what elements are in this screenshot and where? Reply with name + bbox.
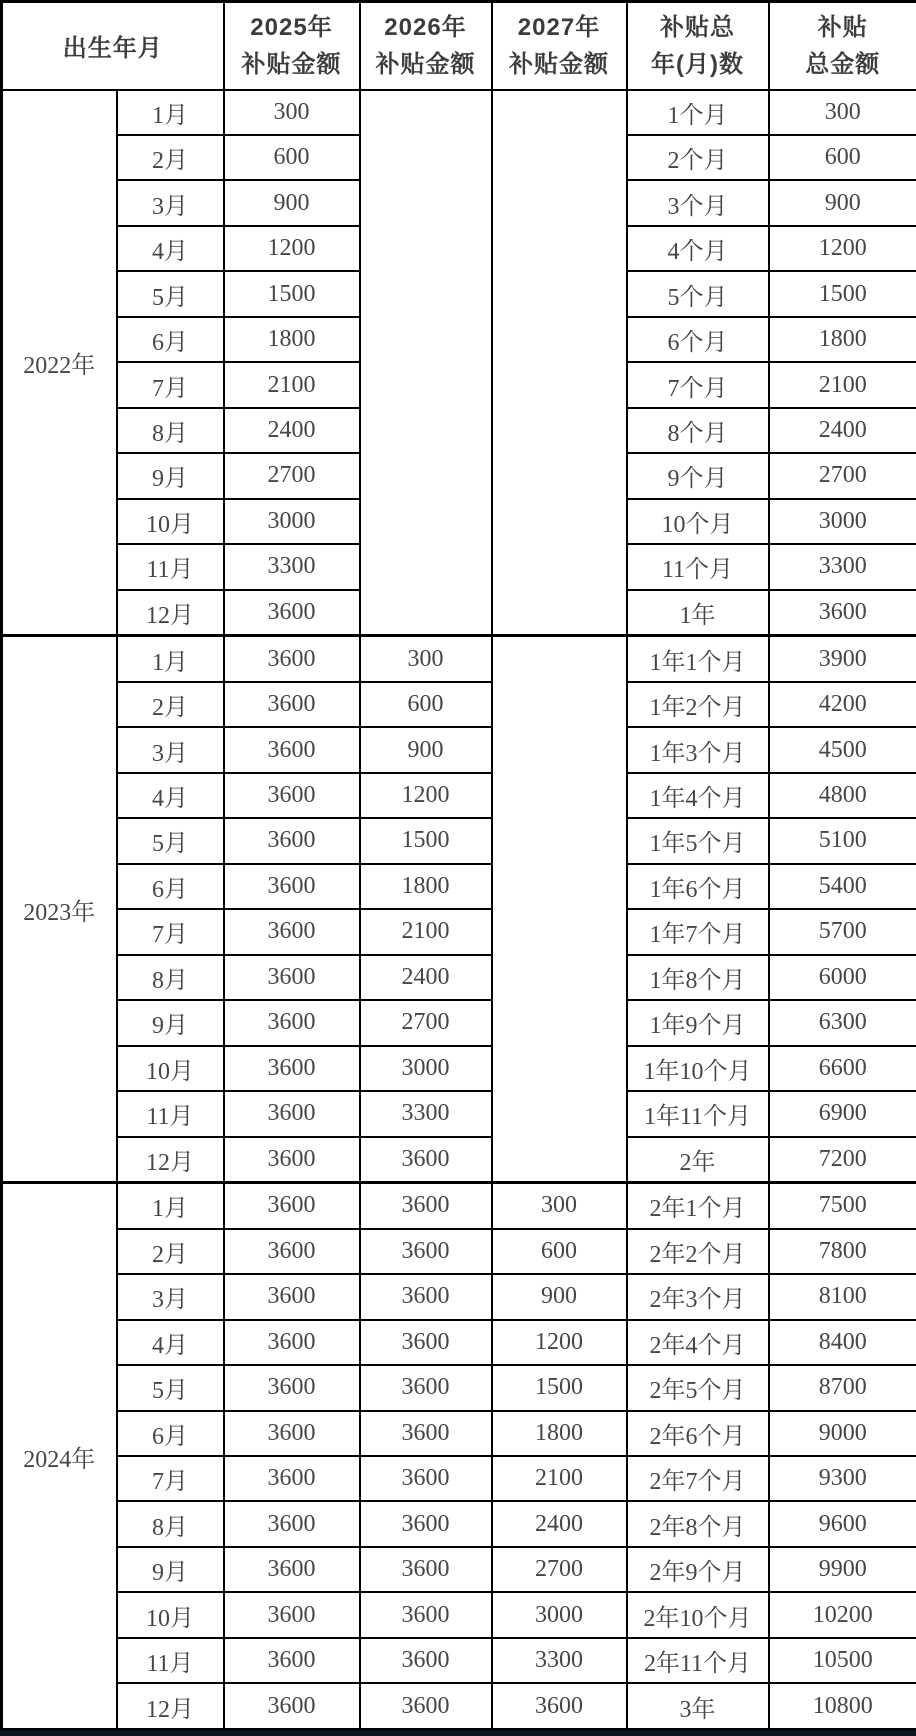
amount-2026-cell: 3600 <box>360 1274 492 1319</box>
amount-2025-cell: 3300 <box>224 544 360 589</box>
table-row <box>2 864 916 909</box>
total-period-cell: 2年7个月 <box>627 1456 769 1501</box>
total-period-cell: 3个月 <box>627 180 769 225</box>
month-cell: 12月 <box>117 1683 224 1729</box>
total-amount-cell: 4200 <box>769 682 916 727</box>
amount-2025-cell: 2700 <box>224 453 360 498</box>
table-row <box>2 909 916 954</box>
header-line: 补贴金额 <box>375 50 476 78</box>
amount-2026-cell: 3600 <box>360 1365 492 1410</box>
amount-2025-cell: 3600 <box>224 1000 360 1045</box>
amount-2025-cell: 3600 <box>224 590 360 636</box>
amount-2025-cell: 300 <box>224 90 360 135</box>
total-period-cell: 2年10个月 <box>627 1592 769 1637</box>
amount-2026-cell: 3300 <box>360 1091 492 1136</box>
month-cell: 12月 <box>117 590 224 636</box>
amount-2025-cell: 3600 <box>224 1456 360 1501</box>
amount-2025-cell: 3600 <box>224 1091 360 1136</box>
month-cell: 1月 <box>117 90 224 135</box>
total-period-cell: 2个月 <box>627 135 769 180</box>
month-cell: 4月 <box>117 773 224 818</box>
month-cell: 11月 <box>117 1091 224 1136</box>
total-amount-cell: 2400 <box>769 408 916 453</box>
amount-2026-cell: 2700 <box>360 1000 492 1045</box>
total-amount-cell: 2700 <box>769 453 916 498</box>
header-total-amount <box>769 2 916 90</box>
month-cell: 2月 <box>117 1229 224 1274</box>
month-cell: 10月 <box>117 499 224 544</box>
amount-2025-cell: 3600 <box>224 727 360 772</box>
amount-2026-cell: 3600 <box>360 1592 492 1637</box>
amount-2027-empty-cell <box>492 90 627 636</box>
month-cell: 6月 <box>117 864 224 909</box>
total-amount-cell: 900 <box>769 180 916 225</box>
amount-2025-cell: 2400 <box>224 408 360 453</box>
year-cell: 2024年 <box>2 1183 117 1729</box>
month-cell: 3月 <box>117 1274 224 1319</box>
total-amount-cell: 3600 <box>769 590 916 636</box>
amount-2025-cell: 900 <box>224 180 360 225</box>
month-cell: 4月 <box>117 226 224 271</box>
amount-2025-cell: 3600 <box>224 773 360 818</box>
amount-2026-cell: 1500 <box>360 818 492 863</box>
month-cell: 3月 <box>117 180 224 225</box>
amount-2027-cell: 1800 <box>492 1411 627 1456</box>
amount-2025-cell: 3600 <box>224 864 360 909</box>
table-row <box>2 1411 916 1456</box>
year-cell: 2022年 <box>2 90 117 636</box>
total-period-cell: 2年5个月 <box>627 1365 769 1410</box>
total-amount-cell: 8400 <box>769 1320 916 1365</box>
total-period-cell: 1年8个月 <box>627 955 769 1000</box>
month-cell: 7月 <box>117 1456 224 1501</box>
total-period-cell: 2年4个月 <box>627 1320 769 1365</box>
amount-2025-cell: 3600 <box>224 1547 360 1592</box>
header-line: 补贴金额 <box>241 50 342 78</box>
month-cell: 2月 <box>117 135 224 180</box>
month-cell: 8月 <box>117 1501 224 1546</box>
amount-2026-cell: 3600 <box>360 1411 492 1456</box>
total-amount-cell: 8100 <box>769 1274 916 1319</box>
header-2027-amount <box>492 2 627 90</box>
amount-2026-cell: 3000 <box>360 1046 492 1091</box>
total-period-cell: 1年6个月 <box>627 864 769 909</box>
amount-2025-cell: 3600 <box>224 1320 360 1365</box>
total-amount-cell: 9600 <box>769 1501 916 1546</box>
amount-2026-empty-cell <box>360 90 492 636</box>
amount-2026-cell: 2400 <box>360 955 492 1000</box>
month-cell: 10月 <box>117 1592 224 1637</box>
total-period-cell: 6个月 <box>627 317 769 362</box>
amount-2025-cell: 3600 <box>224 955 360 1000</box>
amount-2026-cell: 3600 <box>360 1183 492 1229</box>
amount-2025-cell: 3600 <box>224 818 360 863</box>
total-amount-cell: 10500 <box>769 1638 916 1683</box>
header-birth-year-month: 出生年月 <box>2 2 224 90</box>
month-cell: 11月 <box>117 1638 224 1683</box>
amount-2027-cell: 3300 <box>492 1638 627 1683</box>
total-amount-cell: 3000 <box>769 499 916 544</box>
amount-2026-cell: 3600 <box>360 1320 492 1365</box>
amount-2026-cell: 2100 <box>360 909 492 954</box>
header-line: 2026年 <box>384 13 467 41</box>
month-cell: 10月 <box>117 1046 224 1091</box>
amount-2025-cell: 3600 <box>224 1229 360 1274</box>
table-row <box>2 1000 916 1045</box>
header-row <box>2 2 916 90</box>
amount-2026-cell: 3600 <box>360 1547 492 1592</box>
table-row <box>2 727 916 772</box>
total-period-cell: 9个月 <box>627 453 769 498</box>
total-amount-cell: 8700 <box>769 1365 916 1410</box>
table-row <box>2 1365 916 1410</box>
table-row <box>2 1683 916 1729</box>
total-period-cell: 1年3个月 <box>627 727 769 772</box>
header-2026-amount <box>360 2 492 90</box>
month-cell: 5月 <box>117 1365 224 1410</box>
amount-2026-cell: 3600 <box>360 1456 492 1501</box>
total-period-cell: 1年4个月 <box>627 773 769 818</box>
header-line: 年(月)数 <box>651 50 744 78</box>
header-total-period <box>627 2 769 90</box>
header-line: 2025年 <box>250 13 333 41</box>
total-period-cell: 2年9个月 <box>627 1547 769 1592</box>
amount-2026-cell: 3600 <box>360 1501 492 1546</box>
table-row <box>2 682 916 727</box>
amount-2027-cell: 900 <box>492 1274 627 1319</box>
total-amount-cell: 9300 <box>769 1456 916 1501</box>
header-2025-amount <box>224 2 360 90</box>
amount-2025-cell: 3000 <box>224 499 360 544</box>
month-cell: 2月 <box>117 682 224 727</box>
table-row <box>2 1320 916 1365</box>
total-amount-cell: 10200 <box>769 1592 916 1637</box>
amount-2025-cell: 3600 <box>224 1683 360 1729</box>
table-row <box>2 636 916 682</box>
month-cell: 4月 <box>117 1320 224 1365</box>
table-row <box>2 90 916 135</box>
total-amount-cell: 6900 <box>769 1091 916 1136</box>
total-amount-cell: 3900 <box>769 636 916 682</box>
total-amount-cell: 3300 <box>769 544 916 589</box>
total-period-cell: 3年 <box>627 1683 769 1729</box>
amount-2025-cell: 3600 <box>224 1137 360 1183</box>
amount-2025-cell: 600 <box>224 135 360 180</box>
total-amount-cell: 300 <box>769 90 916 135</box>
amount-2027-cell: 3600 <box>492 1683 627 1729</box>
total-amount-cell: 1200 <box>769 226 916 271</box>
table-row <box>2 1046 916 1091</box>
bottom-bar <box>0 1730 916 1736</box>
amount-2025-cell: 3600 <box>224 1046 360 1091</box>
header-line: 补贴总 <box>660 13 735 41</box>
month-cell: 9月 <box>117 1000 224 1045</box>
total-period-cell: 1年2个月 <box>627 682 769 727</box>
total-period-cell: 8个月 <box>627 408 769 453</box>
total-period-cell: 11个月 <box>627 544 769 589</box>
month-cell: 6月 <box>117 317 224 362</box>
month-cell: 5月 <box>117 818 224 863</box>
month-cell: 7月 <box>117 362 224 407</box>
table-row <box>2 1091 916 1136</box>
amount-2025-cell: 3600 <box>224 1274 360 1319</box>
amount-2025-cell: 2100 <box>224 362 360 407</box>
total-amount-cell: 5400 <box>769 864 916 909</box>
total-period-cell: 1年7个月 <box>627 909 769 954</box>
total-period-cell: 7个月 <box>627 362 769 407</box>
amount-2026-cell: 3600 <box>360 1137 492 1183</box>
total-amount-cell: 7800 <box>769 1229 916 1274</box>
table-row <box>2 773 916 818</box>
total-period-cell: 5个月 <box>627 271 769 316</box>
header-line: 补贴金额 <box>509 50 609 78</box>
header-line: 2027年 <box>517 13 601 41</box>
total-amount-cell: 4800 <box>769 773 916 818</box>
total-period-cell: 2年1个月 <box>627 1183 769 1229</box>
total-period-cell: 2年6个月 <box>627 1411 769 1456</box>
total-amount-cell: 5100 <box>769 818 916 863</box>
total-amount-cell: 9900 <box>769 1547 916 1592</box>
month-cell: 7月 <box>117 909 224 954</box>
amount-2026-cell: 300 <box>360 636 492 682</box>
amount-2025-cell: 3600 <box>224 682 360 727</box>
total-amount-cell: 2100 <box>769 362 916 407</box>
table-row <box>2 1592 916 1637</box>
total-period-cell: 1年5个月 <box>627 818 769 863</box>
amount-2027-cell: 2400 <box>492 1501 627 1546</box>
amount-2025-cell: 1500 <box>224 271 360 316</box>
total-period-cell: 2年8个月 <box>627 1501 769 1546</box>
month-cell: 1月 <box>117 636 224 682</box>
amount-2026-cell: 3600 <box>360 1638 492 1683</box>
amount-2027-cell: 3000 <box>492 1592 627 1637</box>
amount-2027-cell: 2100 <box>492 1456 627 1501</box>
total-period-cell: 4个月 <box>627 226 769 271</box>
month-cell: 6月 <box>117 1411 224 1456</box>
amount-2026-cell: 1200 <box>360 773 492 818</box>
total-period-cell: 1年11个月 <box>627 1091 769 1136</box>
amount-2025-cell: 3600 <box>224 1411 360 1456</box>
amount-2025-cell: 3600 <box>224 636 360 682</box>
table-row <box>2 1229 916 1274</box>
table-row <box>2 955 916 1000</box>
month-cell: 9月 <box>117 453 224 498</box>
total-amount-cell: 5700 <box>769 909 916 954</box>
month-cell: 9月 <box>117 1547 224 1592</box>
total-period-cell: 1年1个月 <box>627 636 769 682</box>
year-cell: 2023年 <box>2 636 117 1183</box>
total-period-cell: 1年9个月 <box>627 1000 769 1045</box>
amount-2026-cell: 900 <box>360 727 492 772</box>
table-body <box>2 90 916 1730</box>
amount-2025-cell: 3600 <box>224 1501 360 1546</box>
amount-2025-cell: 3600 <box>224 1638 360 1683</box>
month-cell: 1月 <box>117 1183 224 1229</box>
table-row <box>2 1137 916 1183</box>
amount-2025-cell: 1800 <box>224 317 360 362</box>
amount-2027-cell: 300 <box>492 1183 627 1229</box>
total-period-cell: 1年 <box>627 590 769 636</box>
amount-2025-cell: 3600 <box>224 1183 360 1229</box>
amount-2025-cell: 1200 <box>224 226 360 271</box>
amount-2027-empty-cell <box>492 636 627 1183</box>
total-amount-cell: 6300 <box>769 1000 916 1045</box>
total-period-cell: 2年 <box>627 1137 769 1183</box>
total-amount-cell: 6600 <box>769 1046 916 1091</box>
table-row <box>2 818 916 863</box>
total-amount-cell: 1500 <box>769 271 916 316</box>
amount-2027-cell: 2700 <box>492 1547 627 1592</box>
table-row <box>2 1501 916 1546</box>
month-cell: 11月 <box>117 544 224 589</box>
header-line: 补贴 <box>817 13 868 41</box>
table-row <box>2 1638 916 1683</box>
month-cell: 5月 <box>117 271 224 316</box>
amount-2027-cell: 1200 <box>492 1320 627 1365</box>
month-cell: 8月 <box>117 955 224 1000</box>
header-line: 总金额 <box>805 50 881 78</box>
total-amount-cell: 1800 <box>769 317 916 362</box>
total-period-cell: 10个月 <box>627 499 769 544</box>
table-row <box>2 1274 916 1319</box>
total-amount-cell: 4500 <box>769 727 916 772</box>
total-period-cell: 2年11个月 <box>627 1638 769 1683</box>
table-header <box>2 2 916 90</box>
amount-2026-cell: 600 <box>360 682 492 727</box>
amount-2027-cell: 1500 <box>492 1365 627 1410</box>
amount-2026-cell: 3600 <box>360 1229 492 1274</box>
total-amount-cell: 7500 <box>769 1183 916 1229</box>
total-period-cell: 1个月 <box>627 90 769 135</box>
total-amount-cell: 6000 <box>769 955 916 1000</box>
total-amount-cell: 10800 <box>769 1683 916 1729</box>
month-cell: 12月 <box>117 1137 224 1183</box>
total-period-cell: 1年10个月 <box>627 1046 769 1091</box>
amount-2026-cell: 1800 <box>360 864 492 909</box>
amount-2026-cell: 3600 <box>360 1683 492 1729</box>
total-period-cell: 2年3个月 <box>627 1274 769 1319</box>
total-amount-cell: 600 <box>769 135 916 180</box>
amount-2025-cell: 3600 <box>224 909 360 954</box>
amount-2025-cell: 3600 <box>224 1592 360 1637</box>
amount-2025-cell: 3600 <box>224 1365 360 1410</box>
table-row <box>2 1456 916 1501</box>
month-cell: 8月 <box>117 408 224 453</box>
total-amount-cell: 7200 <box>769 1137 916 1183</box>
total-period-cell: 2年2个月 <box>627 1229 769 1274</box>
total-amount-cell: 9000 <box>769 1411 916 1456</box>
amount-2027-cell: 600 <box>492 1229 627 1274</box>
table-row <box>2 1183 916 1229</box>
table-row <box>2 1547 916 1592</box>
month-cell: 3月 <box>117 727 224 772</box>
